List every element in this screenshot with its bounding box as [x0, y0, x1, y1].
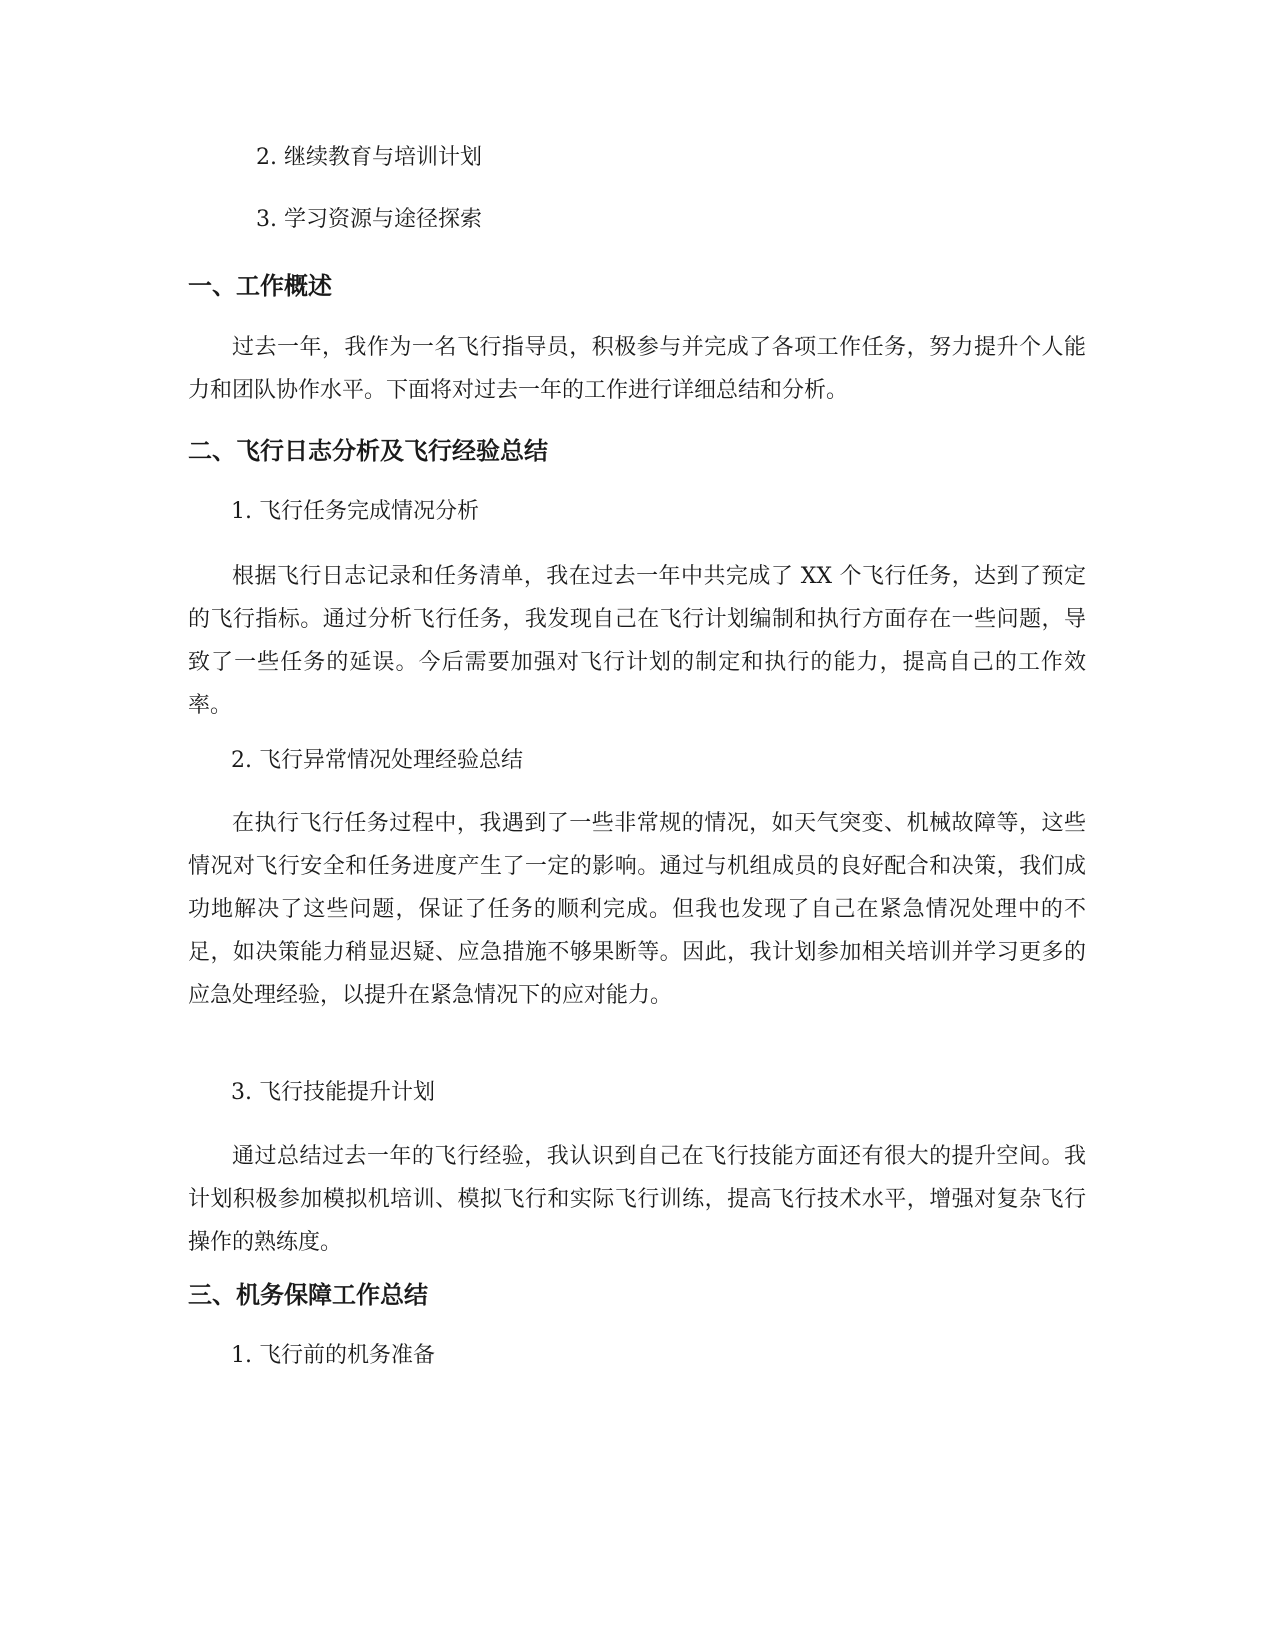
section2-item1: 1. 飞行任务完成情况分析	[231, 499, 479, 524]
toc-item-learning-resources: 3. 学习资源与途径探索	[256, 207, 482, 232]
section2-paragraph2: 在执行飞行任务过程中，我遇到了一些非常规的情况，如天气突变、机械故障等，这些情况对飞行安全和任务进度产生了一定的影响。通过与机组成员的良好配合和决策，我们成功地解决了这些问题，保证了任务的顺利完成。但我也发现了自己在紧急情况处理中的不足，如决策能力稍显迟疑、应急措施不够果断等。因此，我计划参加相关培训并学习更多的应急处理经验，以提升在紧急情况下的应对能力。	[188, 811, 1086, 1008]
section2-item3: 3. 飞行技能提升计划	[231, 1080, 435, 1105]
toc-item-continuing-education: 2. 继续教育与培训计划	[256, 145, 482, 170]
section2-paragraph1: 根据飞行日志记录和任务清单，我在过去一年中共完成了 XX 个飞行任务，达到了预定的飞行指标。通过分析飞行任务，我发现自己在飞行计划编制和执行方面存在一些问题，导致了一些任务的延误。今后需要加强对飞行计划的制定和执行的能力，提高自己的工作效率。	[188, 564, 1086, 718]
section3-heading: 三、机务保障工作总结	[188, 1281, 428, 1309]
section1-paragraph: 过去一年，我作为一名飞行指导员，积极参与并完成了各项工作任务，努力提升个人能力和团队协作水平。下面将对过去一年的工作进行详细总结和分析。	[188, 335, 1086, 403]
section2-heading: 二、飞行日志分析及飞行经验总结	[188, 437, 548, 465]
section2-paragraph3: 通过总结过去一年的飞行经验，我认识到自己在飞行技能方面还有很大的提升空间。我计划积极参加模拟机培训、模拟飞行和实际飞行训练，提高飞行技术水平，增强对复杂飞行操作的熟练度。	[188, 1144, 1086, 1255]
section3-item1: 1. 飞行前的机务准备	[231, 1343, 435, 1368]
section1-heading: 一、工作概述	[188, 272, 332, 300]
section2-item2: 2. 飞行异常情况处理经验总结	[231, 748, 523, 773]
